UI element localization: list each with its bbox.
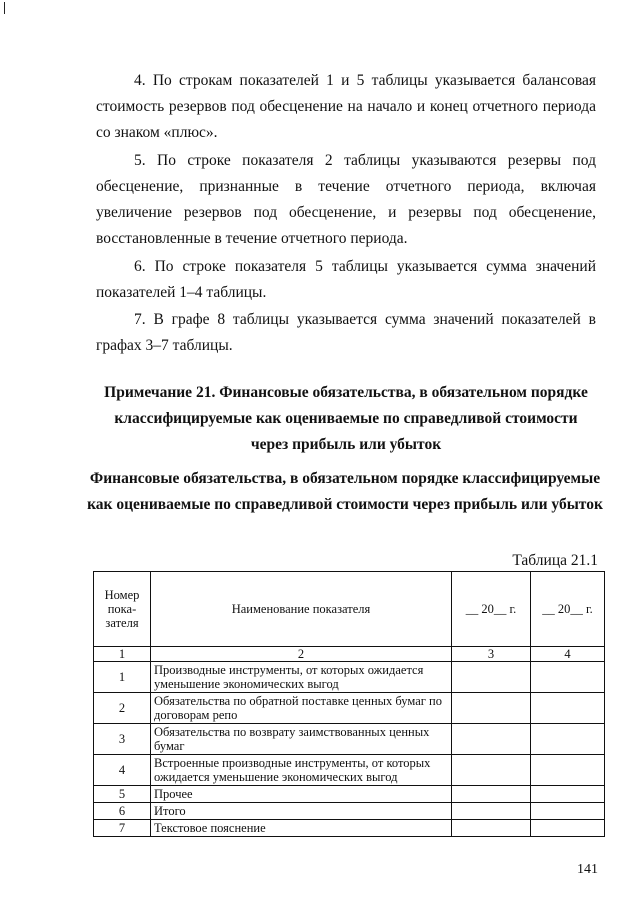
value-cell [531,662,605,693]
column-index: 4 [531,647,605,662]
row-name: Обязательства по обратной поставке ценных бумаг по договорам репо [151,693,452,724]
row-number: 5 [94,786,151,803]
row-number: 7 [94,820,151,837]
column-index: 2 [151,647,452,662]
value-cell [531,786,605,803]
table-row [94,755,605,786]
value-cell [531,724,605,755]
value-cell [452,724,531,755]
value-cell [452,820,531,837]
value-cell [531,693,605,724]
row-name: Текстовое пояснение [151,820,452,837]
header-year-2: __ 20__ г. [531,572,605,647]
column-index: 3 [452,647,531,662]
row-name: Прочее [151,786,452,803]
paragraph-4: 4. По строкам показателей 1 и 5 таблицы указывается балансовая стоимость резервов под обесценение на начало и конец отчетного периода со знаком «плюс». [96,72,596,141]
paragraph-6: 6. По строке показателя 5 таблицы указывается сумма значений показателей 1–4 таблицы. [96,258,596,301]
value-cell [531,820,605,837]
table-header-row [94,572,605,647]
row-name: Производные инструменты, от которых ожидается уменьшение экономических выгод [151,662,452,693]
row-name: Итого [151,803,452,820]
value-cell [452,755,531,786]
header-name: Наименование показателя [151,572,452,647]
value-cell [531,803,605,820]
row-name: Обязательства по возврату заимствованных ценных бумаг [151,724,452,755]
value-cell [452,786,531,803]
page-number: 141 [577,862,598,877]
table-row [94,786,605,803]
table-row [94,803,605,820]
value-cell [452,662,531,693]
data-table [93,571,605,837]
column-index-row [94,647,605,662]
value-cell [531,755,605,786]
table-row [94,662,605,693]
row-number: 2 [94,693,151,724]
note-title: Примечание 21. Финансовые обязательства, в обязательном порядке классифицируемые как оцениваемые по справедливой стоимости через прибыль или убыток [104,384,588,453]
row-number: 6 [94,803,151,820]
value-cell [452,803,531,820]
header-year-1: __ 20__ г. [452,572,531,647]
row-number: 1 [94,662,151,693]
table-caption: Таблица 21.1 [512,552,598,569]
table-title: Финансовые обязательства, в обязательном порядке классифицируемые как оцениваемые по справедливой стоимости через прибыль или убыток [87,470,603,513]
paragraph-5: 5. По строке показателя 2 таблицы указываются резервы под обесценение, признанные в течение отчетного периода, включая увеличение резервов под обесценение, и резервы под обесценение, восстановленные в течение отчетного периода. [96,152,596,247]
row-number: 3 [94,724,151,755]
column-index: 1 [94,647,151,662]
table-row [94,820,605,837]
value-cell [452,693,531,724]
row-number: 4 [94,755,151,786]
paragraph-7: 7. В графе 8 таблицы указывается сумма значений показателей в графах 3–7 таблицы. [96,311,596,354]
row-name: Встроенные производные инструменты, от которых ожидается уменьшение экономических выгод [151,755,452,786]
table-row [94,724,605,755]
table-row [94,693,605,724]
scan-mark [4,2,5,14]
header-number: Номер пока-зателя [94,572,151,647]
